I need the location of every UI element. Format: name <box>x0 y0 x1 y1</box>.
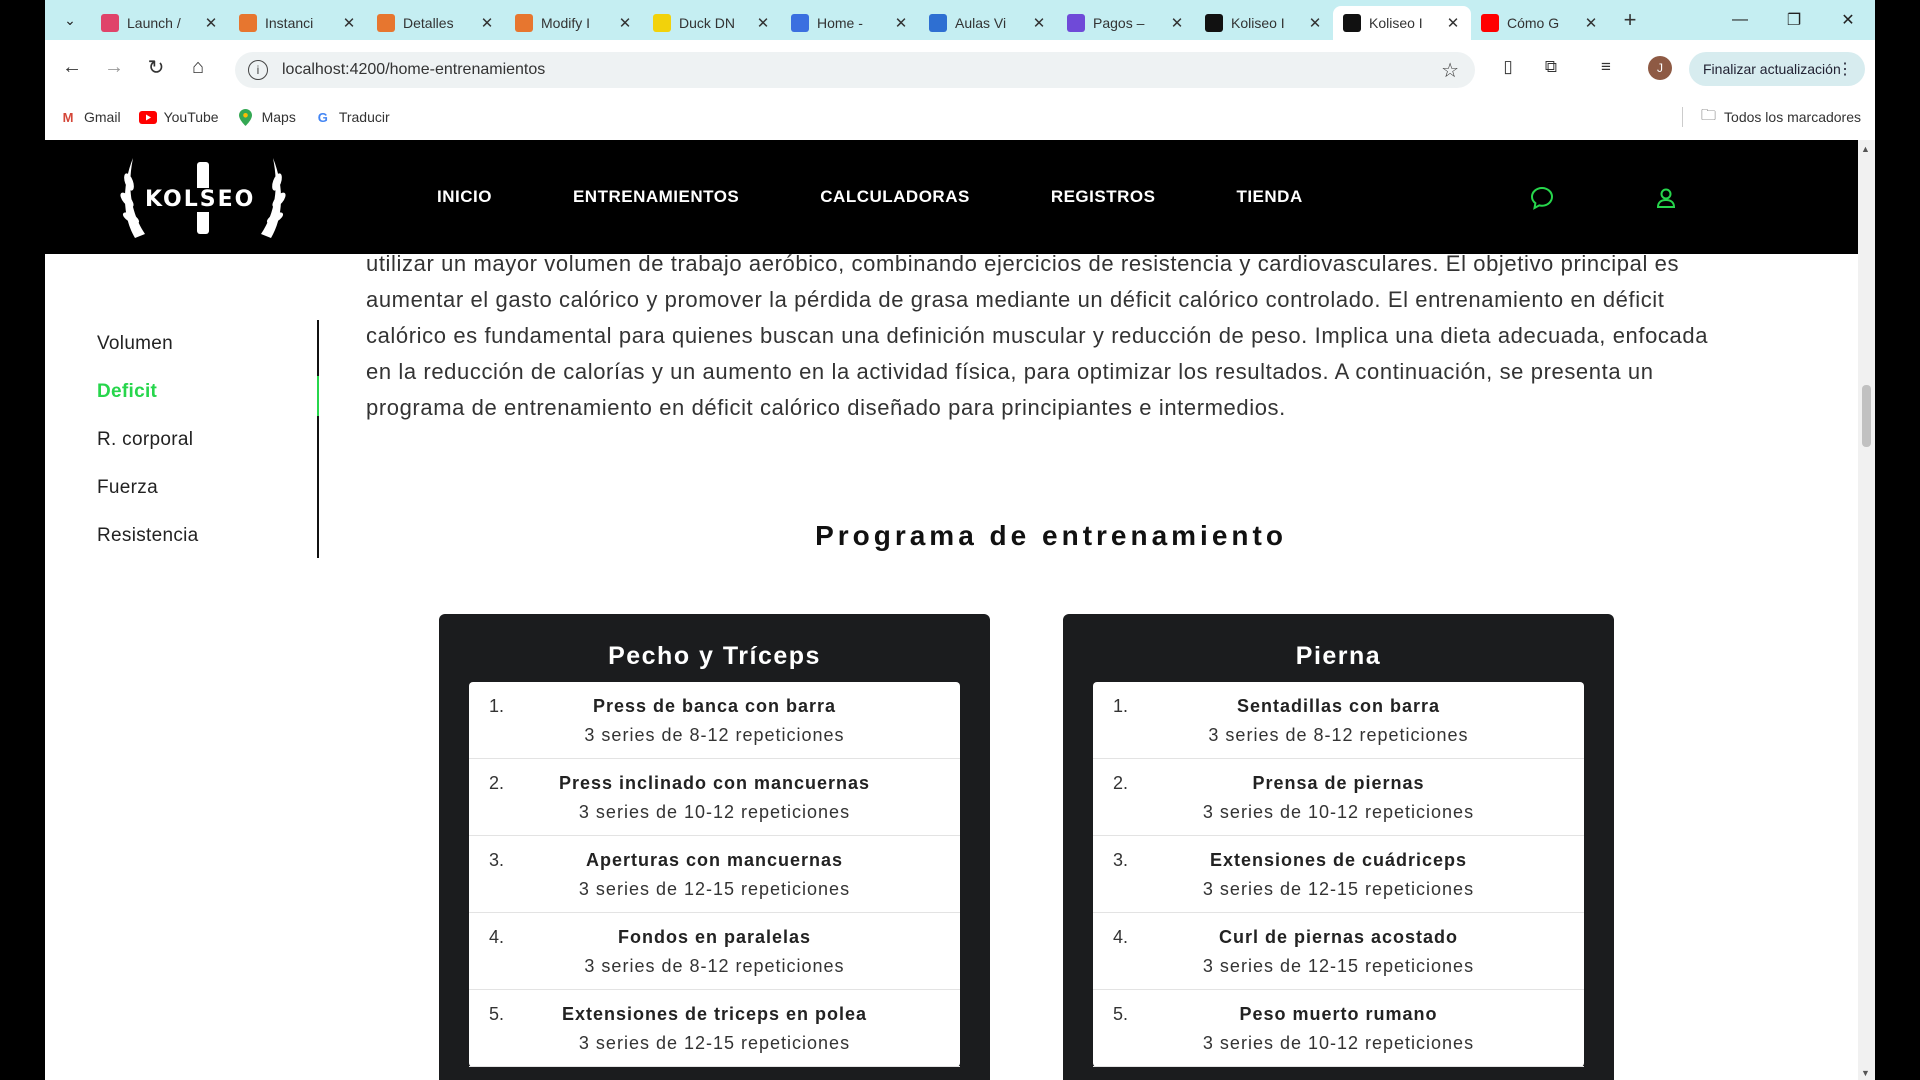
tab-search-chevron-icon[interactable]: ⌄ <box>64 11 76 28</box>
exercise-name: Extensiones de triceps en polea <box>561 1004 868 1024</box>
close-tab-icon[interactable]: ✕ <box>1170 15 1184 32</box>
browser-tab[interactable] <box>91 6 229 40</box>
tab-title: Cómo G <box>1507 15 1560 31</box>
koliseo-favicon <box>1343 14 1361 32</box>
exercise-item <box>1093 836 1584 913</box>
exercise-detail: 3 series de 8-12 repeticiones <box>584 956 845 976</box>
sidebar-item-volumen[interactable]: Volumen <box>97 333 174 354</box>
bookmark-gmail[interactable] <box>59 109 121 125</box>
main-menu <box>437 140 1384 254</box>
exercise-detail: 3 series de 12-15 repeticiones <box>578 879 851 899</box>
card-title: Pecho y Tríceps <box>608 642 821 670</box>
tab-title: Home - <box>817 15 863 31</box>
exercise-item <box>1093 682 1584 759</box>
tab-title: Detalles <box>403 15 454 31</box>
bookmark-label: YouTube <box>163 109 219 125</box>
exercise-name: Press de banca con barra <box>592 696 837 716</box>
chat-icon[interactable] <box>1529 185 1555 211</box>
bookmarks-bar <box>45 100 1875 134</box>
extensions-icon[interactable]: ⧉ <box>1544 57 1558 76</box>
exercise-item <box>469 913 960 990</box>
finish-update-button[interactable] <box>1689 52 1865 86</box>
scroll-up-arrow-icon[interactable]: ▲ <box>1861 144 1870 154</box>
exercise-item <box>1093 759 1584 836</box>
menu-calculadoras[interactable]: CALCULADORAS <box>820 187 970 206</box>
home-favicon <box>791 14 809 32</box>
close-tab-icon[interactable]: ✕ <box>204 15 218 32</box>
exercise-item <box>469 759 960 836</box>
address-bar[interactable] <box>235 52 1475 88</box>
sidebar-item-deficit[interactable]: Deficit <box>97 368 317 416</box>
sidebar-item-fuerza[interactable]: Fuerza <box>97 477 158 498</box>
browser-tab[interactable] <box>229 6 367 40</box>
exercise-list <box>469 682 960 1067</box>
exercise-number: 4. <box>489 927 505 947</box>
exercise-number: 2. <box>489 773 505 793</box>
gmail-icon: M <box>62 109 74 125</box>
minimize-icon[interactable]: — <box>1732 11 1748 28</box>
aulas-favicon <box>929 14 947 32</box>
maps-icon <box>237 109 255 125</box>
close-tab-icon[interactable]: ✕ <box>480 15 494 32</box>
profile-avatar[interactable]: J <box>1648 56 1672 80</box>
exercise-list <box>1093 682 1584 1067</box>
bookmark-maps[interactable] <box>237 109 296 125</box>
browser-tab[interactable] <box>1057 6 1195 40</box>
close-tab-icon[interactable]: ✕ <box>756 15 770 32</box>
browser-toolbar <box>45 40 1875 141</box>
workout-card-pierna <box>1063 614 1614 1080</box>
reading-list-icon[interactable]: ▯ <box>1503 57 1513 76</box>
new-tab-button[interactable]: + <box>1623 7 1637 32</box>
duckdns-favicon <box>653 14 671 32</box>
bookmark-youtube[interactable] <box>139 109 219 125</box>
browser-tab[interactable] <box>781 6 919 40</box>
reload-icon[interactable]: ↻ <box>147 56 165 79</box>
bookmark-label: Maps <box>261 109 296 125</box>
browser-tab[interactable] <box>505 6 643 40</box>
exercise-detail: 3 series de 12-15 repeticiones <box>1202 879 1475 899</box>
sidebar-item-resistencia[interactable]: Resistencia <box>97 525 199 546</box>
tab-title: Koliseo I <box>1231 15 1285 31</box>
bookmark-star-icon[interactable]: ☆ <box>1441 59 1459 82</box>
exercise-number: 2. <box>1113 773 1129 793</box>
browser-tab[interactable] <box>1471 6 1609 40</box>
close-tab-icon[interactable]: ✕ <box>1032 15 1046 32</box>
exercise-number: 5. <box>1113 1004 1129 1024</box>
close-tab-icon[interactable]: ✕ <box>342 15 356 32</box>
menu-inicio[interactable]: INICIO <box>437 187 492 206</box>
page-content <box>45 254 1858 1080</box>
more-menu-icon[interactable]: ⋮ <box>1837 61 1853 78</box>
pagos-favicon <box>1067 14 1085 32</box>
exercise-name: Sentadillas con barra <box>1236 696 1441 716</box>
training-sidebar <box>97 320 319 558</box>
folder-icon: 🗀 <box>1701 106 1717 124</box>
youtube-icon <box>139 109 157 125</box>
exercise-detail: 3 series de 12-15 repeticiones <box>1202 956 1475 976</box>
media-control-icon[interactable]: ≡ <box>1601 57 1611 76</box>
scrollbar-thumb[interactable] <box>1862 385 1871 447</box>
browser-tab[interactable] <box>643 6 781 40</box>
bookmark-translate[interactable] <box>314 109 390 125</box>
exercise-number: 3. <box>1113 850 1129 870</box>
exercise-detail: 3 series de 10-12 repeticiones <box>1202 802 1475 822</box>
close-tab-icon[interactable]: ✕ <box>1584 15 1598 32</box>
exercise-number: 1. <box>489 696 505 716</box>
tab-title: Launch / <box>127 15 181 31</box>
exercise-detail: 3 series de 10-12 repeticiones <box>1202 1033 1475 1053</box>
scroll-down-arrow-icon[interactable]: ▼ <box>1861 1068 1870 1078</box>
tab-title: Modify I <box>541 15 591 31</box>
sidebar-item-r-corporal[interactable]: R. corporal <box>97 429 194 450</box>
window-controls <box>1713 0 1875 40</box>
exercise-number: 4. <box>1113 927 1129 947</box>
exercise-item <box>469 682 960 759</box>
exercise-item <box>469 990 960 1067</box>
exercise-detail: 3 series de 12-15 repeticiones <box>578 1033 851 1053</box>
close-tab-icon[interactable]: ✕ <box>1308 15 1322 32</box>
page-scrollbar[interactable] <box>1858 140 1875 1080</box>
menu-entrenamientos[interactable]: ENTRENAMIENTOS <box>572 187 740 206</box>
browser-tab[interactable] <box>367 6 505 40</box>
aws-favicon <box>239 14 257 32</box>
exercise-number: 3. <box>489 850 505 870</box>
exercise-name: Extensiones de cuádriceps <box>1209 850 1468 870</box>
browser-tab[interactable] <box>919 6 1057 40</box>
browser-tab[interactable] <box>1333 6 1471 40</box>
exercise-detail: 3 series de 8-12 repeticiones <box>1208 725 1469 745</box>
bookmark-label: Gmail <box>84 109 121 125</box>
program-title: Programa de entrenamiento <box>815 520 1287 551</box>
user-icon[interactable] <box>1653 185 1679 211</box>
back-icon[interactable]: ← <box>62 55 82 78</box>
menu-registros[interactable]: REGISTROS <box>1050 187 1156 206</box>
site-navbar <box>45 140 1858 254</box>
exercise-item <box>1093 913 1584 990</box>
exercise-name: Curl de piernas acostado <box>1218 927 1459 947</box>
url-text[interactable]: localhost:4200/home-entrenamientos <box>282 61 546 78</box>
logo-text: KOLSEO <box>145 187 256 212</box>
koliseo-favicon <box>1205 14 1223 32</box>
translate-icon: G <box>317 109 328 125</box>
close-window-icon[interactable]: ✕ <box>1841 12 1855 29</box>
close-tab-icon[interactable]: ✕ <box>618 15 632 32</box>
finish-update-label: Finalizar actualización <box>1703 61 1841 77</box>
browser-tab[interactable] <box>1195 6 1333 40</box>
exercise-item <box>1093 990 1584 1067</box>
close-tab-icon[interactable]: ✕ <box>894 15 908 32</box>
launch-favicon <box>101 14 119 32</box>
exercise-name: Prensa de piernas <box>1252 773 1425 793</box>
site-info-icon[interactable]: i <box>248 60 268 80</box>
tab-bar <box>45 0 1875 40</box>
bookmarks-divider <box>1682 107 1683 127</box>
tab-title: Pagos – <box>1093 15 1145 31</box>
menu-tienda[interactable]: TIENDA <box>1236 187 1303 206</box>
close-tab-icon[interactable]: ✕ <box>1446 15 1460 32</box>
exercise-number: 1. <box>1113 696 1129 716</box>
bookmark-label: Traducir <box>338 109 390 125</box>
exercise-detail: 3 series de 8-12 repeticiones <box>584 725 845 745</box>
aws-favicon <box>377 14 395 32</box>
tab-title: Koliseo I <box>1369 15 1423 31</box>
exercise-item <box>469 836 960 913</box>
exercise-detail: 3 series de 10-12 repeticiones <box>578 802 851 822</box>
tab-title: Instanci <box>265 15 314 31</box>
exercise-name: Peso muerto rumano <box>1239 1004 1438 1024</box>
exercise-number: 5. <box>489 1004 505 1024</box>
exercise-name: Fondos en paralelas <box>617 927 812 947</box>
tab-title: Duck DN <box>679 15 736 31</box>
youtube-favicon <box>1481 14 1499 32</box>
exercise-name: Aperturas con mancuernas <box>585 850 844 870</box>
card-title: Pierna <box>1295 642 1382 670</box>
forward-icon[interactable]: → <box>104 55 124 78</box>
tab-title: Aulas Vi <box>955 15 1007 31</box>
home-icon[interactable]: ⌂ <box>191 55 205 78</box>
all-bookmarks-button[interactable] <box>1682 105 1861 130</box>
workout-card-pecho-triceps <box>439 614 990 1080</box>
all-bookmarks-label: Todos los marcadores <box>1724 109 1861 125</box>
restore-icon[interactable]: ❐ <box>1786 12 1802 29</box>
koliseo-logo[interactable] <box>113 148 293 246</box>
aws-favicon <box>515 14 533 32</box>
exercise-name: Press inclinado con mancuernas <box>558 773 871 793</box>
intro-paragraph: utilizar un mayor volumen de trabajo aeróbico, combinando ejercicios de resistencia y cardiovasculares. El objetivo principal es aumentar el gasto calórico y promover la pérdida de grasa mediante un déficit calórico controlado. El entrenamiento en déficit calórico es fundamental para quienes buscan una definición muscular y reducción de peso. Implica una dieta adecuada, enfocada en la reducción de calorías y un aumento en la actividad física, para optimizar los resultados. A continuación, se presenta un programa de entrenamiento en déficit calórico diseñado para principiantes e intermedios. <box>366 254 1709 420</box>
